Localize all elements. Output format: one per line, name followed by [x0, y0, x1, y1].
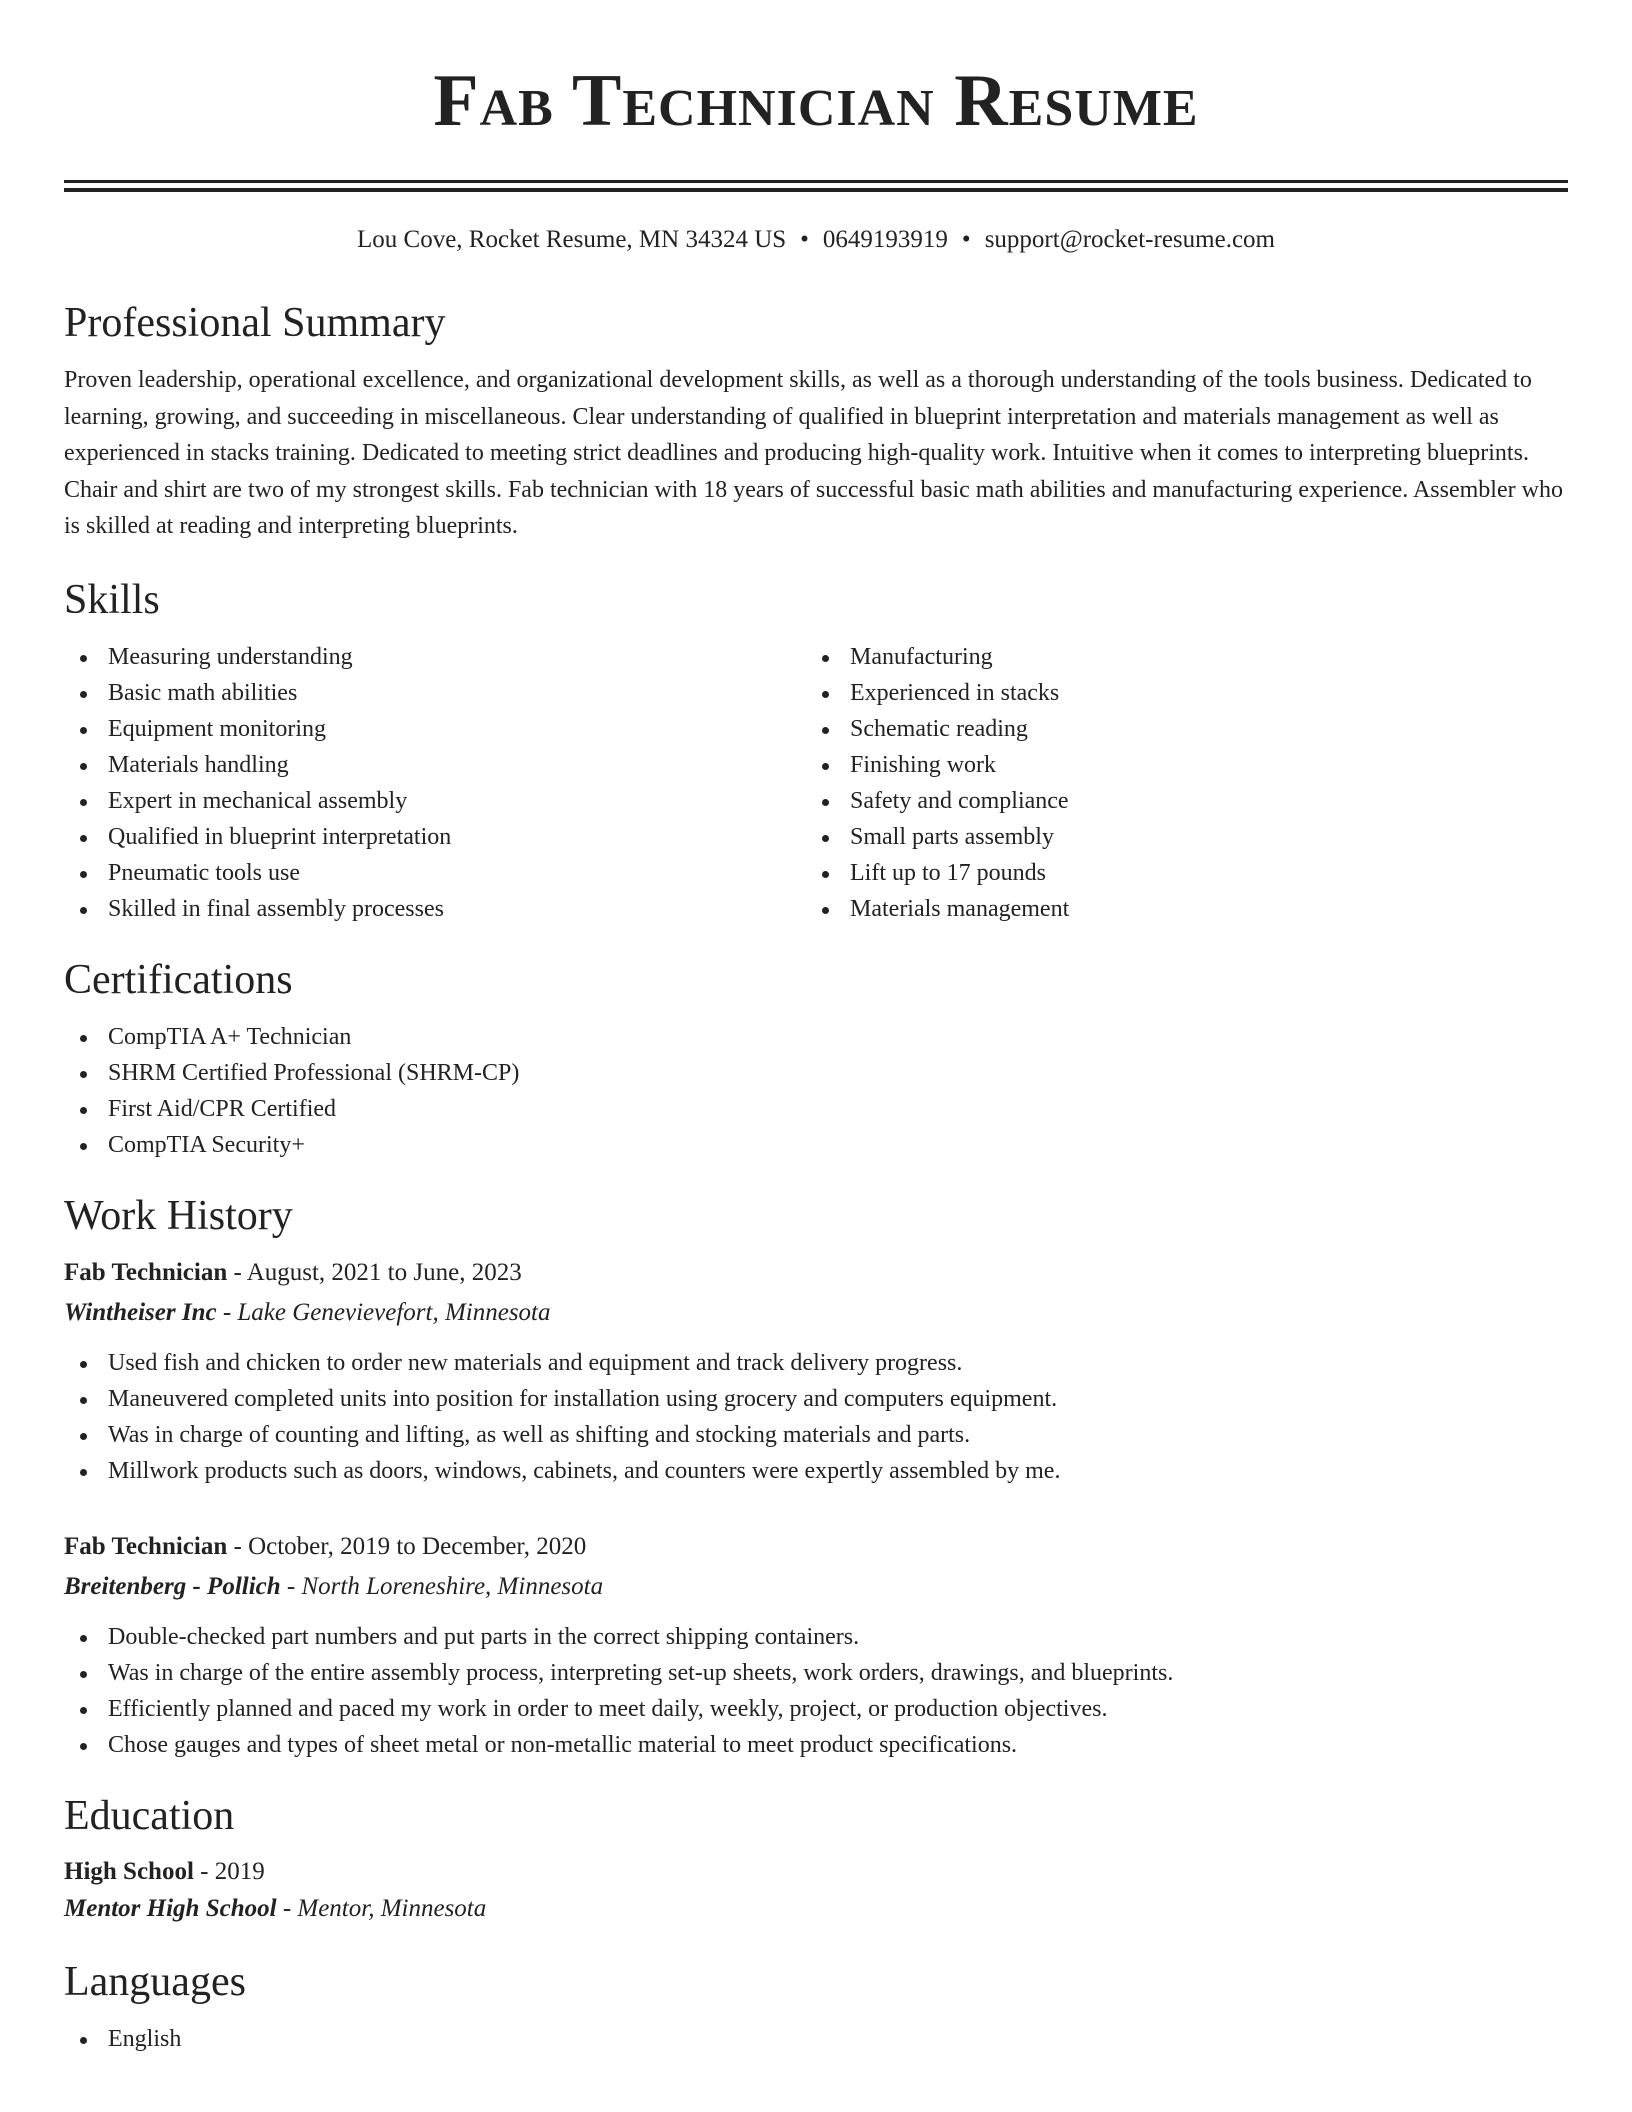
school-line [64, 1890, 1568, 1927]
skill-item: Pneumatic tools use [64, 855, 806, 891]
job-entry [64, 1527, 1568, 1763]
skill-item: Materials management [806, 891, 1548, 927]
skill-item: Basic math abilities [64, 675, 806, 711]
summary-heading: Professional Summary [64, 300, 446, 346]
job-title-line [64, 1253, 1568, 1293]
contact-phone: 0649193919 [822, 226, 948, 253]
responsibility-item: Efficiently planned and paced my work in order to meet daily, weekly, project, or production objectives. [64, 1691, 1568, 1727]
job-responsibilities [64, 1345, 1568, 1489]
graduation-year: - 2019 [193, 1857, 265, 1885]
employer-name: Breitenberg - Pollich [64, 1572, 281, 1600]
skills-column-right [806, 639, 1548, 927]
skill-item: Finishing work [806, 747, 1548, 783]
job-title-line [64, 1527, 1568, 1567]
skill-item: Equipment monitoring [64, 711, 806, 747]
skill-item: Skilled in final assembly processes [64, 891, 806, 927]
contact-line [64, 224, 1568, 256]
skills-column-left [64, 639, 806, 927]
job-title: Fab Technician [64, 1532, 228, 1560]
degree-name: High School [64, 1857, 194, 1885]
education-entry [64, 1853, 1568, 1927]
degree-line [64, 1853, 1568, 1890]
job-title: Fab Technician [64, 1258, 228, 1286]
contact-address: Lou Cove, Rocket Resume, MN 34324 US [357, 226, 787, 253]
certification-item: CompTIA A+ Technician [64, 1019, 1568, 1055]
work-history-heading: Work History [64, 1192, 293, 1239]
skill-item: Qualified in blueprint interpretation [64, 819, 806, 855]
title-divider-top [64, 180, 1568, 183]
certification-item: CompTIA Security+ [64, 1127, 1568, 1163]
skill-item: Experienced in stacks [806, 675, 1548, 711]
skill-item: Materials handling [64, 747, 806, 783]
responsibility-item: Double-checked part numbers and put parts in the correct shipping containers. [64, 1619, 1568, 1655]
skill-item: Measuring understanding [64, 639, 806, 675]
skill-item: Safety and compliance [806, 783, 1548, 819]
employer-line [64, 1293, 1568, 1333]
certification-item: First Aid/CPR Certified [64, 1091, 1568, 1127]
employer-name: Wintheiser Inc [64, 1298, 217, 1326]
responsibility-item: Chose gauges and types of sheet metal or non-metallic material to meet product specifications. [64, 1727, 1568, 1763]
bullet-separator: • [800, 226, 809, 253]
skill-item: Small parts assembly [806, 819, 1548, 855]
skill-item: Manufacturing [806, 639, 1548, 675]
school-location: - Mentor, Minnesota [276, 1894, 487, 1922]
skill-item: Expert in mechanical assembly [64, 783, 806, 819]
job-dates: - August, 2021 to June, 2023 [227, 1258, 522, 1286]
employer-location: - North Loreneshire, Minnesota [280, 1572, 604, 1600]
certifications-list [64, 1019, 1568, 1163]
skill-item: Lift up to 17 pounds [806, 855, 1548, 891]
certification-item: SHRM Certified Professional (SHRM-CP) [64, 1055, 1568, 1091]
certifications-heading: Certifications [64, 956, 293, 1003]
responsibility-item: Maneuvered completed units into position for installation using grocery and computers equipment. [64, 1381, 1568, 1417]
skills-list [64, 639, 1568, 927]
resume-title: Fab Technician Resume [433, 60, 1199, 142]
responsibility-item: Was in charge of the entire assembly process, interpreting set-up sheets, work orders, drawings, and blueprints. [64, 1655, 1568, 1691]
job-entry [64, 1253, 1568, 1489]
summary-text: Proven leadership, operational excellence, and organizational development skills, as well as a thorough understanding of the tools business. Dedicated to learning, growing, and succeeding in miscellaneous. Clear understanding of qualified in blueprint interpretation and materials management as well as experienced in stacks training. Dedicated to meeting strict deadlines and producing high-quality work. Intuitive when it comes to interpreting blueprints. Chair and shirt are two of my strongest skills. Fab technician with 18 years of successful basic math abilities and manufacturing experience. Assembler who is skilled at reading and interpreting blueprints. [64, 367, 1563, 539]
employer-line [64, 1567, 1568, 1607]
responsibility-item: Millwork products such as doors, windows, cabinets, and counters were expertly assembled by me. [64, 1453, 1568, 1489]
education-heading: Education [64, 1792, 235, 1839]
employer-location: - Lake Genevievefort, Minnesota [216, 1298, 551, 1326]
skill-item: Schematic reading [806, 711, 1548, 747]
language-item: English [64, 2021, 1568, 2057]
skills-heading: Skills [64, 576, 160, 623]
contact-email: support@rocket-resume.com [984, 226, 1275, 253]
school-name: Mentor High School [64, 1894, 277, 1922]
languages-list [64, 2021, 1568, 2057]
bullet-separator: • [961, 226, 971, 253]
title-divider-bottom [64, 188, 1568, 192]
responsibility-item: Was in charge of counting and lifting, as well as shifting and stocking materials and parts. [64, 1417, 1568, 1453]
languages-heading: Languages [64, 1958, 246, 2005]
job-dates: - October, 2019 to December, 2020 [227, 1532, 587, 1560]
responsibility-item: Used fish and chicken to order new materials and equipment and track delivery progress. [64, 1345, 1568, 1381]
job-responsibilities [64, 1619, 1568, 1763]
